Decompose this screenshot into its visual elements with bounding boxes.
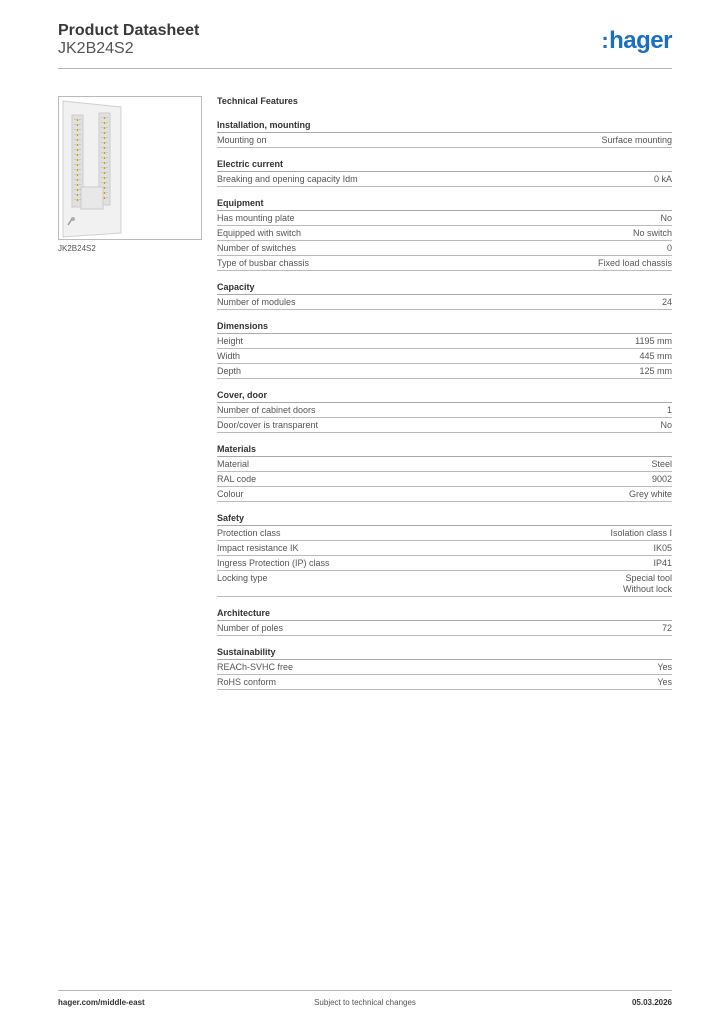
feature-row (217, 660, 672, 675)
feature-value: 0 kA (653, 174, 672, 184)
feature-value: Isolation class I (610, 528, 672, 538)
hager-logo (601, 28, 672, 54)
product-code: JK2B24S2 (58, 40, 134, 57)
feature-label: Width (217, 351, 241, 361)
feature-label: Mounting on (217, 135, 267, 145)
feature-row (217, 133, 672, 148)
feature-section (217, 197, 672, 271)
feature-value: Special tool Without lock (622, 573, 672, 594)
feature-label: Has mounting plate (217, 213, 295, 223)
section-title: Electric current (217, 158, 672, 172)
image-caption: JK2B24S2 (58, 244, 96, 253)
feature-row (217, 211, 672, 226)
feature-value: Grey white (628, 489, 672, 499)
feature-value: No switch (632, 228, 672, 238)
feature-row (217, 457, 672, 472)
feature-section (217, 389, 672, 433)
feature-value: 72 (661, 623, 672, 633)
feature-label: Height (217, 336, 244, 346)
feature-value: 125 mm (639, 366, 672, 376)
feature-row (217, 541, 672, 556)
logo-colon-icon: : (601, 28, 609, 53)
page-header (58, 22, 672, 68)
feature-value: IP41 (653, 558, 672, 568)
footer-website: hager.com/middle-east (58, 998, 145, 1007)
feature-row (217, 487, 672, 502)
feature-row (217, 172, 672, 187)
footer-notice: Subject to technical changes (314, 998, 416, 1007)
feature-label: Material (217, 459, 250, 469)
feature-value: 0 (666, 243, 672, 253)
feature-label: Impact resistance IK (217, 543, 299, 553)
feature-value: 9002 (651, 474, 672, 484)
feature-row (217, 418, 672, 433)
feature-row (217, 295, 672, 310)
footer-divider (58, 990, 672, 991)
feature-label: Depth (217, 366, 242, 376)
feature-label: Ingress Protection (IP) class (217, 558, 330, 568)
product-image (58, 96, 202, 240)
feature-section (217, 512, 672, 597)
feature-value: Yes (657, 677, 672, 687)
feature-value: 445 mm (639, 351, 672, 361)
logo-text: hager (609, 27, 672, 54)
feature-row (217, 621, 672, 636)
section-title: Cover, door (217, 389, 672, 403)
feature-value: Steel (651, 459, 672, 469)
feature-row (217, 334, 672, 349)
feature-section (217, 607, 672, 636)
feature-label: Equipped with switch (217, 228, 302, 238)
header-divider (58, 68, 672, 69)
section-title: Dimensions (217, 320, 672, 334)
feature-sections (217, 119, 672, 690)
feature-value: 1 (666, 405, 672, 415)
section-title: Capacity (217, 281, 672, 295)
feature-value: Yes (657, 662, 672, 672)
feature-label: RAL code (217, 474, 257, 484)
feature-value: IK05 (653, 543, 672, 553)
features-heading: Technical Features (217, 96, 298, 106)
feature-value: No (660, 213, 672, 223)
feature-section (217, 443, 672, 502)
feature-value: Fixed load chassis (597, 258, 672, 268)
feature-row (217, 256, 672, 271)
feature-section (217, 158, 672, 187)
feature-row (217, 571, 672, 597)
section-title: Installation, mounting (217, 119, 672, 133)
feature-row (217, 403, 672, 418)
footer-date: 05.03.2026 (631, 998, 672, 1007)
feature-label: Breaking and opening capacity Idm (217, 174, 358, 184)
feature-row (217, 241, 672, 256)
feature-row (217, 472, 672, 487)
feature-row (217, 526, 672, 541)
feature-value: No (660, 420, 672, 430)
feature-row (217, 349, 672, 364)
feature-row (217, 364, 672, 379)
section-title: Equipment (217, 197, 672, 211)
feature-section (217, 320, 672, 379)
feature-label: Locking type (217, 573, 268, 583)
section-title: Sustainability (217, 646, 672, 660)
cabinet-illustration-icon (59, 97, 201, 239)
page-title: Product Datasheet (58, 22, 200, 39)
feature-label: RoHS conform (217, 677, 277, 687)
feature-label: Number of switches (217, 243, 297, 253)
feature-row (217, 556, 672, 571)
feature-section (217, 119, 672, 148)
feature-value: 24 (661, 297, 672, 307)
feature-section (217, 646, 672, 690)
feature-label: REACh-SVHC free (217, 662, 294, 672)
section-title: Safety (217, 512, 672, 526)
feature-label: Door/cover is transparent (217, 420, 319, 430)
technical-features (217, 94, 672, 700)
feature-value: Surface mounting (601, 135, 672, 145)
feature-label: Number of modules (217, 297, 296, 307)
feature-row (217, 226, 672, 241)
section-title: Architecture (217, 607, 672, 621)
feature-value: 1195 mm (635, 336, 672, 346)
feature-label: Protection class (217, 528, 281, 538)
section-title: Materials (217, 443, 672, 457)
feature-label: Type of busbar chassis (217, 258, 310, 268)
feature-label: Number of poles (217, 623, 284, 633)
feature-label: Colour (217, 489, 244, 499)
feature-section (217, 281, 672, 310)
feature-label: Number of cabinet doors (217, 405, 316, 415)
feature-row (217, 675, 672, 690)
